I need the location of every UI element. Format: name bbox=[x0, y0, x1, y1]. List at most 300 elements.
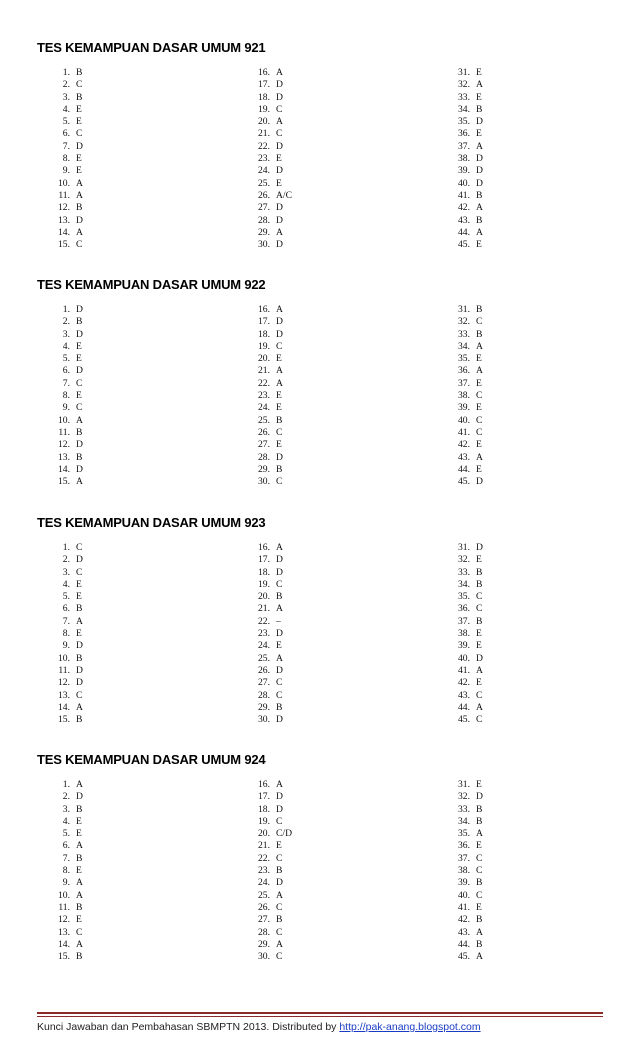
answer-letter: C bbox=[476, 316, 483, 328]
answer-letter: A/C bbox=[276, 189, 292, 201]
answer-letter: B bbox=[476, 103, 483, 115]
question-number: 23. bbox=[258, 628, 270, 640]
answer-row bbox=[450, 92, 483, 104]
answer-column bbox=[250, 542, 283, 726]
answer-row bbox=[50, 628, 83, 640]
answer-row bbox=[450, 341, 483, 353]
answer-row bbox=[250, 677, 283, 689]
answer-row bbox=[250, 828, 292, 840]
answer-letter: E bbox=[76, 165, 82, 177]
answer-row bbox=[250, 116, 292, 128]
question-number: 18. bbox=[258, 803, 270, 815]
answer-letter: B bbox=[276, 914, 283, 926]
answer-row bbox=[450, 202, 483, 214]
answer-letter: C bbox=[76, 926, 83, 938]
answer-letter: E bbox=[476, 554, 482, 566]
question-number: 9. bbox=[62, 402, 70, 414]
answer-row bbox=[450, 567, 483, 579]
question-number: 25. bbox=[258, 414, 270, 426]
question-number: 40. bbox=[458, 177, 470, 189]
question-number: 8. bbox=[62, 865, 70, 877]
question-number: 24. bbox=[258, 877, 270, 889]
question-number: 43. bbox=[458, 451, 470, 463]
answer-row bbox=[450, 603, 483, 615]
question-number: 40. bbox=[458, 652, 470, 664]
question-number: 15. bbox=[58, 476, 70, 488]
answer-row bbox=[50, 804, 83, 816]
answer-row bbox=[50, 640, 83, 652]
footer-link[interactable]: http://pak-anang.blogspot.com bbox=[339, 1021, 481, 1033]
answer-row bbox=[50, 316, 83, 328]
question-number: 15. bbox=[58, 951, 70, 963]
answer-row bbox=[250, 464, 283, 476]
question-number: 34. bbox=[458, 103, 470, 115]
answer-row bbox=[50, 452, 83, 464]
answer-letter: C bbox=[276, 426, 283, 438]
question-number: 1. bbox=[62, 304, 70, 315]
answer-letter: C bbox=[76, 689, 83, 701]
answer-letter: D bbox=[276, 316, 283, 328]
answer-letter: D bbox=[276, 791, 283, 803]
answer-letter: E bbox=[476, 463, 482, 475]
answer-letter: A bbox=[76, 701, 83, 713]
answer-letter: C bbox=[476, 390, 483, 402]
question-number: 6. bbox=[62, 840, 70, 852]
answer-letter: A bbox=[476, 828, 483, 840]
question-number: 39. bbox=[458, 165, 470, 177]
question-number: 42. bbox=[458, 202, 470, 214]
question-number: 7. bbox=[62, 377, 70, 389]
answer-letter: A bbox=[276, 652, 283, 664]
answer-letter: D bbox=[76, 328, 83, 340]
answer-row bbox=[50, 779, 83, 791]
answer-row bbox=[250, 79, 292, 91]
answer-row bbox=[50, 877, 83, 889]
answer-row bbox=[50, 128, 83, 140]
question-number: 16. bbox=[258, 542, 270, 553]
answer-letter: C bbox=[476, 852, 483, 864]
question-number: 38. bbox=[458, 628, 470, 640]
answer-letter: E bbox=[276, 439, 282, 451]
answer-row bbox=[250, 390, 283, 402]
answer-letter: E bbox=[276, 840, 282, 852]
answer-letter: C bbox=[76, 542, 83, 553]
answer-row bbox=[250, 591, 283, 603]
answer-letter: A bbox=[276, 938, 283, 950]
answer-row bbox=[50, 427, 83, 439]
answer-row bbox=[50, 939, 83, 951]
answer-row bbox=[450, 914, 483, 926]
question-number: 39. bbox=[458, 640, 470, 652]
question-number: 45. bbox=[458, 951, 470, 963]
answer-row bbox=[50, 702, 83, 714]
answer-row bbox=[450, 865, 483, 877]
answer-row bbox=[50, 239, 83, 251]
question-number: 45. bbox=[458, 714, 470, 726]
answer-letter: C bbox=[476, 714, 483, 726]
question-number: 6. bbox=[62, 128, 70, 140]
question-number: 19. bbox=[258, 103, 270, 115]
answer-row bbox=[450, 591, 483, 603]
answer-row bbox=[50, 104, 83, 116]
answer-letter: E bbox=[476, 67, 482, 78]
answer-letter: E bbox=[476, 779, 482, 790]
answer-letter: B bbox=[276, 865, 283, 877]
answer-row bbox=[50, 828, 83, 840]
answer-letter: D bbox=[76, 439, 83, 451]
answer-letter: D bbox=[76, 664, 83, 676]
answer-row bbox=[450, 415, 483, 427]
question-number: 43. bbox=[458, 214, 470, 226]
answer-row bbox=[450, 365, 483, 377]
question-number: 30. bbox=[258, 239, 270, 251]
question-number: 27. bbox=[258, 677, 270, 689]
answer-letter: E bbox=[476, 128, 482, 140]
answer-row bbox=[250, 902, 292, 914]
answer-row bbox=[250, 365, 283, 377]
answer-column bbox=[250, 304, 283, 488]
question-number: 17. bbox=[258, 554, 270, 566]
question-number: 4. bbox=[62, 103, 70, 115]
answer-letter: A bbox=[76, 779, 83, 790]
question-number: 21. bbox=[258, 128, 270, 140]
question-number: 21. bbox=[258, 603, 270, 615]
answer-letter: E bbox=[276, 390, 282, 402]
answer-letter: D bbox=[76, 677, 83, 689]
question-number: 28. bbox=[258, 451, 270, 463]
question-number: 40. bbox=[458, 414, 470, 426]
answer-letter: D bbox=[476, 116, 483, 128]
answer-letter: E bbox=[476, 353, 482, 365]
answer-row bbox=[450, 640, 483, 652]
answer-letter: B bbox=[276, 463, 283, 475]
answer-row bbox=[450, 329, 483, 341]
answer-row bbox=[450, 439, 483, 451]
answer-letter: A bbox=[476, 951, 483, 963]
answer-letter: B bbox=[76, 603, 83, 615]
answer-column bbox=[250, 67, 292, 251]
question-number: 31. bbox=[458, 67, 470, 78]
question-number: 17. bbox=[258, 316, 270, 328]
answer-letter: D bbox=[76, 365, 83, 377]
answer-row bbox=[450, 677, 483, 689]
answer-row bbox=[50, 390, 83, 402]
answer-row bbox=[250, 853, 292, 865]
answer-row bbox=[250, 702, 283, 714]
answer-row bbox=[50, 690, 83, 702]
answer-row bbox=[250, 865, 292, 877]
answer-letter: D bbox=[76, 554, 83, 566]
answer-row bbox=[50, 116, 83, 128]
question-number: 5. bbox=[62, 591, 70, 603]
question-number: 26. bbox=[258, 189, 270, 201]
question-number: 34. bbox=[458, 815, 470, 827]
footer-rule-thin bbox=[37, 1016, 603, 1017]
answer-letter: E bbox=[76, 828, 82, 840]
answer-row bbox=[250, 178, 292, 190]
answer-row bbox=[450, 427, 483, 439]
answer-row bbox=[50, 67, 83, 79]
question-number: 10. bbox=[58, 889, 70, 901]
answer-row bbox=[450, 804, 483, 816]
question-number: 28. bbox=[258, 214, 270, 226]
answer-letter: C bbox=[476, 865, 483, 877]
answer-letter: B bbox=[76, 803, 83, 815]
answer-row bbox=[450, 153, 483, 165]
answer-letter: E bbox=[76, 116, 82, 128]
answer-row bbox=[250, 304, 283, 316]
answer-letter: E bbox=[76, 353, 82, 365]
question-number: 35. bbox=[458, 591, 470, 603]
answer-row bbox=[50, 616, 83, 628]
question-number: 42. bbox=[458, 439, 470, 451]
question-number: 14. bbox=[58, 463, 70, 475]
answer-row bbox=[450, 927, 483, 939]
answer-letter: B bbox=[476, 214, 483, 226]
answer-letter: E bbox=[76, 914, 82, 926]
question-number: 31. bbox=[458, 542, 470, 553]
question-number: 36. bbox=[458, 365, 470, 377]
answer-row bbox=[50, 677, 83, 689]
answer-letter: E bbox=[476, 628, 482, 640]
answer-letter: E bbox=[476, 402, 482, 414]
answer-row bbox=[450, 452, 483, 464]
question-number: 36. bbox=[458, 840, 470, 852]
answer-row bbox=[450, 690, 483, 702]
answer-row bbox=[50, 329, 83, 341]
answer-row bbox=[250, 353, 283, 365]
answer-letter: A bbox=[276, 889, 283, 901]
answer-row bbox=[50, 816, 83, 828]
question-number: 44. bbox=[458, 463, 470, 475]
question-number: 45. bbox=[458, 239, 470, 251]
answer-row bbox=[450, 67, 483, 79]
answer-row bbox=[50, 365, 83, 377]
answer-row bbox=[50, 178, 83, 190]
answer-letter: D bbox=[476, 153, 483, 165]
answer-letter: D bbox=[276, 628, 283, 640]
answer-letter: B bbox=[476, 938, 483, 950]
section-title: TES KEMAMPUAN DASAR UMUM 923 bbox=[37, 515, 266, 530]
answer-row bbox=[250, 779, 292, 791]
answer-letter: C bbox=[276, 677, 283, 689]
answer-row bbox=[50, 165, 83, 177]
answer-row bbox=[50, 714, 83, 726]
question-number: 13. bbox=[58, 689, 70, 701]
question-number: 19. bbox=[258, 340, 270, 352]
answer-row bbox=[450, 791, 483, 803]
answer-row bbox=[450, 951, 483, 963]
answer-letter: D bbox=[276, 328, 283, 340]
answer-row bbox=[50, 591, 83, 603]
answer-letter: E bbox=[276, 353, 282, 365]
answer-letter: D bbox=[276, 239, 283, 251]
answer-row bbox=[250, 128, 292, 140]
answer-row bbox=[50, 902, 83, 914]
answer-letter: A bbox=[476, 451, 483, 463]
question-number: 3. bbox=[62, 328, 70, 340]
question-number: 6. bbox=[62, 365, 70, 377]
answer-column bbox=[50, 779, 83, 963]
answer-row bbox=[250, 877, 292, 889]
section-title: TES KEMAMPUAN DASAR UMUM 924 bbox=[37, 752, 266, 767]
answer-letter: E bbox=[276, 402, 282, 414]
answer-row bbox=[450, 116, 483, 128]
question-number: 20. bbox=[258, 591, 270, 603]
question-number: 17. bbox=[258, 79, 270, 91]
answer-letter: E bbox=[476, 640, 482, 652]
question-number: 33. bbox=[458, 803, 470, 815]
question-number: 29. bbox=[258, 463, 270, 475]
question-number: 43. bbox=[458, 689, 470, 701]
answer-letter: C bbox=[276, 340, 283, 352]
answer-letter: B bbox=[76, 852, 83, 864]
answer-row bbox=[250, 914, 292, 926]
question-number: 11. bbox=[58, 189, 70, 201]
question-number: 29. bbox=[258, 701, 270, 713]
answer-letter: B bbox=[476, 877, 483, 889]
answer-letter: B bbox=[476, 189, 483, 201]
answer-row bbox=[250, 202, 292, 214]
answer-letter: C bbox=[276, 926, 283, 938]
question-number: 22. bbox=[258, 852, 270, 864]
answer-letter: D bbox=[276, 803, 283, 815]
question-number: 34. bbox=[458, 340, 470, 352]
answer-letter: D bbox=[476, 542, 483, 553]
question-number: 26. bbox=[258, 664, 270, 676]
question-number: 2. bbox=[62, 554, 70, 566]
question-number: 1. bbox=[62, 67, 70, 78]
answer-row bbox=[50, 865, 83, 877]
answer-row bbox=[50, 227, 83, 239]
question-number: 2. bbox=[62, 79, 70, 91]
answer-letter: A bbox=[276, 377, 283, 389]
question-number: 12. bbox=[58, 439, 70, 451]
answer-letter: E bbox=[276, 153, 282, 165]
answer-row bbox=[250, 341, 283, 353]
answer-letter: A bbox=[476, 79, 483, 91]
page-footer bbox=[37, 1021, 481, 1033]
answer-letter: E bbox=[76, 591, 82, 603]
answer-row bbox=[50, 202, 83, 214]
answer-letter: B bbox=[76, 901, 83, 913]
question-number: 6. bbox=[62, 603, 70, 615]
question-number: 7. bbox=[62, 140, 70, 152]
answer-row bbox=[50, 665, 83, 677]
question-number: 4. bbox=[62, 340, 70, 352]
question-number: 16. bbox=[258, 779, 270, 790]
answer-letter: D bbox=[276, 566, 283, 578]
question-number: 28. bbox=[258, 926, 270, 938]
answer-letter: B bbox=[76, 951, 83, 963]
answer-letter: E bbox=[476, 677, 482, 689]
question-number: 27. bbox=[258, 914, 270, 926]
answer-letter: D bbox=[276, 202, 283, 214]
question-number: 11. bbox=[58, 901, 70, 913]
answer-row bbox=[250, 67, 292, 79]
answer-row bbox=[250, 603, 283, 615]
answer-letter: A bbox=[276, 603, 283, 615]
answer-letter: B bbox=[476, 328, 483, 340]
answer-letter: C bbox=[476, 426, 483, 438]
question-number: 9. bbox=[62, 165, 70, 177]
answer-letter: A bbox=[76, 877, 83, 889]
question-number: 13. bbox=[58, 926, 70, 938]
answer-row bbox=[450, 816, 483, 828]
answer-letter: A bbox=[76, 414, 83, 426]
answer-letter: E bbox=[76, 628, 82, 640]
answer-letter: A bbox=[76, 938, 83, 950]
answer-letter: C bbox=[476, 889, 483, 901]
question-number: 5. bbox=[62, 828, 70, 840]
answer-letter: C bbox=[76, 128, 83, 140]
answer-letter: D bbox=[476, 791, 483, 803]
answer-letter: D bbox=[476, 476, 483, 488]
answer-row bbox=[250, 239, 292, 251]
answer-column bbox=[50, 67, 83, 251]
answer-row bbox=[50, 341, 83, 353]
answer-letter: E bbox=[276, 177, 282, 189]
question-number: 32. bbox=[458, 316, 470, 328]
answer-row bbox=[50, 542, 83, 554]
answer-row bbox=[250, 215, 292, 227]
question-number: 41. bbox=[458, 426, 470, 438]
answer-row bbox=[50, 840, 83, 852]
answer-row bbox=[50, 402, 83, 414]
question-number: 39. bbox=[458, 877, 470, 889]
answer-row bbox=[250, 616, 283, 628]
answer-letter: A bbox=[476, 202, 483, 214]
answer-row bbox=[50, 378, 83, 390]
question-number: 38. bbox=[458, 865, 470, 877]
answer-row bbox=[50, 927, 83, 939]
question-number: 35. bbox=[458, 353, 470, 365]
answer-letter: A bbox=[476, 926, 483, 938]
question-number: 8. bbox=[62, 390, 70, 402]
question-number: 14. bbox=[58, 701, 70, 713]
answer-row bbox=[450, 579, 483, 591]
answer-letter: E bbox=[76, 390, 82, 402]
answer-row bbox=[450, 939, 483, 951]
answer-row bbox=[450, 554, 483, 566]
answer-row bbox=[450, 227, 483, 239]
answer-row bbox=[450, 828, 483, 840]
answer-letter: C bbox=[476, 603, 483, 615]
question-number: 37. bbox=[458, 140, 470, 152]
answer-letter: A bbox=[76, 840, 83, 852]
answer-row bbox=[250, 628, 283, 640]
question-number: 28. bbox=[258, 689, 270, 701]
answer-letter: E bbox=[476, 439, 482, 451]
answer-letter: A bbox=[476, 701, 483, 713]
answer-letter: A bbox=[276, 304, 283, 315]
question-number: 25. bbox=[258, 177, 270, 189]
answer-letter: E bbox=[76, 153, 82, 165]
answer-letter: D bbox=[276, 554, 283, 566]
question-number: 37. bbox=[458, 377, 470, 389]
question-number: 27. bbox=[258, 439, 270, 451]
answer-letter: B bbox=[76, 714, 83, 726]
answer-row bbox=[250, 640, 283, 652]
question-number: 41. bbox=[458, 901, 470, 913]
answer-row bbox=[450, 464, 483, 476]
question-number: 7. bbox=[62, 852, 70, 864]
question-number: 9. bbox=[62, 640, 70, 652]
answer-row bbox=[450, 128, 483, 140]
answer-letter: C bbox=[76, 239, 83, 251]
answer-letter: E bbox=[476, 239, 482, 251]
question-number: 33. bbox=[458, 328, 470, 340]
